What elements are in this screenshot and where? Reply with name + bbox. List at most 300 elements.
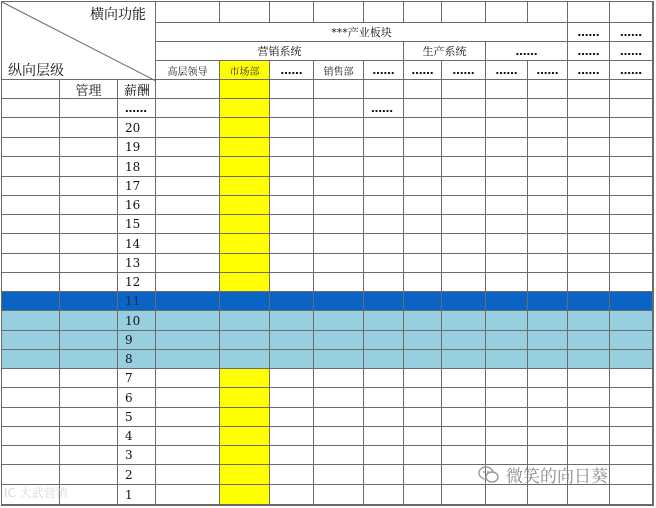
table-cell — [270, 138, 314, 157]
table-cell — [314, 2, 364, 23]
table-cell — [220, 465, 270, 485]
table-cell — [270, 427, 314, 446]
ellipsis-cell: …… — [364, 99, 404, 118]
table-cell — [270, 485, 314, 505]
table-cell — [610, 157, 653, 177]
table-cell — [610, 427, 653, 446]
table-cell — [60, 292, 118, 311]
table-cell — [314, 311, 364, 331]
table-cell — [486, 369, 528, 388]
table-cell — [270, 331, 314, 350]
table-cell — [2, 157, 60, 177]
table-cell — [60, 234, 118, 254]
table-cell — [610, 99, 653, 118]
table-cell — [60, 177, 118, 196]
table-cell — [528, 311, 568, 331]
table-cell — [364, 118, 404, 138]
table-cell — [568, 350, 610, 369]
table-cell — [220, 485, 270, 505]
table-cell — [156, 234, 220, 254]
header-ellipsis: …… — [486, 42, 568, 61]
table-cell — [528, 215, 568, 234]
table-cell — [314, 118, 364, 138]
table-cell — [568, 177, 610, 196]
table-cell — [364, 273, 404, 292]
table-cell — [568, 311, 610, 331]
table-cell — [568, 157, 610, 177]
table-cell — [364, 331, 404, 350]
table-cell — [404, 138, 442, 157]
table-cell — [442, 138, 486, 157]
table-cell — [364, 446, 404, 465]
table-cell — [486, 273, 528, 292]
table-cell — [270, 273, 314, 292]
header-ellipsis: …… — [610, 42, 653, 61]
table-cell — [270, 80, 314, 99]
table-cell — [364, 350, 404, 369]
salary-level-16: 16 — [118, 196, 156, 215]
table-cell — [270, 157, 314, 177]
table-cell — [220, 157, 270, 177]
table-cell — [314, 292, 364, 311]
table-cell — [486, 99, 528, 118]
table-cell — [610, 273, 653, 292]
table-cell — [156, 369, 220, 388]
table-cell — [60, 157, 118, 177]
table-cell — [364, 408, 404, 427]
table-cell — [60, 138, 118, 157]
horizontal-function-label: 横向功能 — [90, 7, 146, 23]
salary-level-1: 1 — [118, 485, 156, 505]
table-cell — [2, 196, 60, 215]
table-cell — [270, 196, 314, 215]
table-cell — [314, 157, 364, 177]
table-cell — [610, 118, 653, 138]
dept-ellipsis: …… — [442, 61, 486, 80]
salary-column-header: 薪酬 — [118, 80, 156, 99]
table-cell — [364, 234, 404, 254]
table-cell — [528, 196, 568, 215]
watermark-right-text: 微笑的向日葵 — [506, 467, 608, 487]
table-cell — [2, 99, 60, 118]
table-cell — [486, 427, 528, 446]
table-cell — [404, 369, 442, 388]
salary-level-17: 17 — [118, 177, 156, 196]
table-cell — [610, 177, 653, 196]
table-cell — [60, 427, 118, 446]
table-cell — [314, 369, 364, 388]
table-cell — [364, 157, 404, 177]
salary-level-9: 9 — [118, 331, 156, 350]
table-cell — [404, 350, 442, 369]
table-cell — [486, 311, 528, 331]
table-cell — [486, 254, 528, 273]
table-cell — [568, 2, 610, 23]
table-cell — [156, 99, 220, 118]
table-cell — [156, 465, 220, 485]
table-cell — [60, 388, 118, 408]
table-cell — [568, 408, 610, 427]
table-cell — [2, 369, 60, 388]
table-cell — [404, 427, 442, 446]
table-cell — [156, 196, 220, 215]
production-system-header: 生产系统 — [404, 42, 486, 61]
table-cell — [2, 138, 60, 157]
table-cell — [2, 80, 60, 99]
table-cell — [568, 215, 610, 234]
table-cell — [404, 99, 442, 118]
table-cell — [314, 331, 364, 350]
table-cell — [220, 138, 270, 157]
table-cell — [156, 292, 220, 311]
salary-level-20: 20 — [118, 118, 156, 138]
table-cell — [610, 369, 653, 388]
wechat-icon — [478, 465, 500, 485]
table-cell — [314, 99, 364, 118]
table-cell — [60, 118, 118, 138]
table-cell — [156, 350, 220, 369]
table-cell — [364, 388, 404, 408]
table-cell — [404, 2, 442, 23]
table-cell — [486, 331, 528, 350]
salary-level-11: 11 — [118, 292, 156, 311]
salary-level-13: 13 — [118, 254, 156, 273]
table-cell — [2, 350, 60, 369]
table-cell — [568, 331, 610, 350]
table-cell — [270, 465, 314, 485]
table-cell — [2, 446, 60, 465]
salary-level-4: 4 — [118, 427, 156, 446]
table-cell — [2, 408, 60, 427]
marketing-system-header: 营销系统 — [156, 42, 404, 61]
table-cell — [220, 118, 270, 138]
table-cell — [220, 80, 270, 99]
table-cell — [2, 427, 60, 446]
table-cell — [528, 254, 568, 273]
table-cell — [610, 2, 653, 23]
table-cell — [404, 157, 442, 177]
table-cell — [442, 273, 486, 292]
table-cell — [486, 292, 528, 311]
table-cell — [314, 177, 364, 196]
industry-block-header: ***产业板块 — [156, 23, 568, 42]
table-cell — [610, 234, 653, 254]
table-cell — [528, 331, 568, 350]
table-cell — [528, 388, 568, 408]
table-cell — [486, 138, 528, 157]
table-cell — [404, 408, 442, 427]
table-cell — [442, 177, 486, 196]
table-cell — [270, 446, 314, 465]
table-cell — [60, 485, 118, 505]
table-cell — [364, 196, 404, 215]
table-cell — [220, 388, 270, 408]
table-cell — [528, 2, 568, 23]
salary-level-8: 8 — [118, 350, 156, 369]
table-cell — [60, 215, 118, 234]
table-cell — [442, 350, 486, 369]
table-cell — [442, 427, 486, 446]
dept-sales: 销售部 — [314, 61, 364, 80]
table-cell — [528, 273, 568, 292]
table-cell — [442, 2, 486, 23]
table-cell — [528, 369, 568, 388]
table-cell — [610, 408, 653, 427]
salary-level-6: 6 — [118, 388, 156, 408]
salary-level-19: 19 — [118, 138, 156, 157]
watermark-left: IC 大武营销 — [4, 486, 68, 500]
header-ellipsis: …… — [568, 23, 610, 42]
table-cell — [220, 408, 270, 427]
vertical-level-label: 纵向层级 — [8, 63, 64, 79]
table-cell — [610, 485, 653, 505]
table-cell — [610, 215, 653, 234]
table-cell — [610, 254, 653, 273]
table-cell — [270, 388, 314, 408]
table-cell — [270, 311, 314, 331]
table-cell — [220, 427, 270, 446]
table-cell — [156, 427, 220, 446]
table-cell — [364, 177, 404, 196]
salary-level-7: 7 — [118, 369, 156, 388]
table-cell — [2, 234, 60, 254]
table-cell — [364, 427, 404, 446]
table-cell — [568, 292, 610, 311]
table-cell — [314, 215, 364, 234]
table-cell — [568, 273, 610, 292]
table-cell — [528, 427, 568, 446]
dept-ellipsis: …… — [270, 61, 314, 80]
table-cell — [60, 446, 118, 465]
table-cell — [610, 196, 653, 215]
table-cell — [2, 215, 60, 234]
table-cell — [2, 118, 60, 138]
table-cell — [60, 311, 118, 331]
header-ellipsis: …… — [610, 23, 653, 42]
table-cell — [568, 138, 610, 157]
table-cell — [156, 118, 220, 138]
table-cell — [610, 138, 653, 157]
table-cell — [610, 388, 653, 408]
table-cell — [486, 118, 528, 138]
table-cell — [156, 485, 220, 505]
table-cell — [404, 177, 442, 196]
table-cell — [404, 465, 442, 485]
table-cell — [156, 138, 220, 157]
table-cell — [314, 465, 364, 485]
table-cell — [220, 254, 270, 273]
header-ellipsis: …… — [568, 42, 610, 61]
table-cell — [314, 273, 364, 292]
table-cell — [486, 2, 528, 23]
table-cell — [442, 196, 486, 215]
table-cell — [568, 118, 610, 138]
table-cell — [314, 234, 364, 254]
table-cell — [314, 80, 364, 99]
table-cell — [568, 369, 610, 388]
table-cell — [270, 234, 314, 254]
table-cell — [156, 446, 220, 465]
table-cell — [314, 408, 364, 427]
table-cell — [486, 388, 528, 408]
table-cell — [528, 408, 568, 427]
table-cell — [60, 465, 118, 485]
table-cell — [2, 177, 60, 196]
dept-ellipsis: …… — [568, 61, 610, 80]
table-cell — [442, 99, 486, 118]
table-cell — [156, 254, 220, 273]
table-cell — [404, 311, 442, 331]
table-cell — [486, 80, 528, 99]
table-cell — [2, 465, 60, 485]
table-cell — [404, 331, 442, 350]
table-cell — [364, 215, 404, 234]
salary-level-12: 12 — [118, 273, 156, 292]
table-cell — [60, 196, 118, 215]
table-cell — [60, 273, 118, 292]
table-cell — [220, 196, 270, 215]
table-cell — [404, 292, 442, 311]
table-cell — [220, 369, 270, 388]
table-cell — [156, 157, 220, 177]
table-cell — [60, 350, 118, 369]
dept-senior-leadership: 高层领导 — [156, 61, 220, 80]
table-cell — [156, 273, 220, 292]
table-cell — [486, 408, 528, 427]
table-cell — [486, 215, 528, 234]
table-cell — [220, 292, 270, 311]
dept-ellipsis: …… — [486, 61, 528, 80]
table-cell — [442, 369, 486, 388]
table-cell — [442, 118, 486, 138]
table-cell — [528, 234, 568, 254]
salary-level-5: 5 — [118, 408, 156, 427]
management-column-header: 管理 — [60, 80, 118, 99]
dept-ellipsis: …… — [364, 61, 404, 80]
table-cell — [60, 408, 118, 427]
watermark-right — [478, 462, 608, 487]
table-cell — [270, 215, 314, 234]
table-cell — [156, 177, 220, 196]
table-cell — [442, 234, 486, 254]
table-cell — [220, 331, 270, 350]
table-cell — [486, 485, 528, 505]
table-cell — [404, 446, 442, 465]
table-cell — [528, 99, 568, 118]
salary-level-15: 15 — [118, 215, 156, 234]
table-cell — [270, 118, 314, 138]
table-cell — [404, 234, 442, 254]
table-cell — [442, 311, 486, 331]
table-cell — [442, 157, 486, 177]
table-cell — [270, 177, 314, 196]
table-cell — [314, 427, 364, 446]
table-cell — [220, 99, 270, 118]
table-cell — [220, 215, 270, 234]
table-cell — [314, 350, 364, 369]
table-cell — [610, 350, 653, 369]
table-cell — [404, 273, 442, 292]
table-cell — [2, 388, 60, 408]
table-cell — [486, 350, 528, 369]
table-cell — [568, 234, 610, 254]
table-cell — [270, 254, 314, 273]
table-cell — [156, 388, 220, 408]
salary-level-ellipsis: …… — [118, 99, 156, 118]
table-cell — [442, 388, 486, 408]
table-cell — [220, 2, 270, 23]
salary-level-14: 14 — [118, 234, 156, 254]
table-cell — [364, 2, 404, 23]
table-cell — [2, 273, 60, 292]
table-cell — [220, 234, 270, 254]
table-cell — [156, 408, 220, 427]
table-cell — [270, 292, 314, 311]
table-cell — [270, 408, 314, 427]
table-cell — [364, 311, 404, 331]
table-cell — [364, 485, 404, 505]
table-cell — [220, 350, 270, 369]
table-cell — [404, 485, 442, 505]
table-cell — [2, 292, 60, 311]
table-cell — [568, 99, 610, 118]
salary-level-3: 3 — [118, 446, 156, 465]
table-cell — [60, 369, 118, 388]
table-cell — [2, 254, 60, 273]
table-cell — [364, 138, 404, 157]
salary-level-18: 18 — [118, 157, 156, 177]
dept-ellipsis: …… — [404, 61, 442, 80]
table-cell — [156, 80, 220, 99]
table-cell — [60, 99, 118, 118]
table-cell — [528, 292, 568, 311]
table-cell — [364, 369, 404, 388]
table-cell — [156, 215, 220, 234]
salary-level-10: 10 — [118, 311, 156, 331]
table-cell — [528, 80, 568, 99]
dept-marketing: 市场部 — [220, 61, 270, 80]
table-cell — [220, 177, 270, 196]
table-cell — [442, 215, 486, 234]
table-cell — [404, 388, 442, 408]
table-cell — [404, 196, 442, 215]
dept-ellipsis: …… — [528, 61, 568, 80]
table-cell — [528, 118, 568, 138]
table-cell — [486, 234, 528, 254]
table-cell — [364, 465, 404, 485]
table-cell — [314, 485, 364, 505]
table-cell — [528, 177, 568, 196]
table-cell — [486, 177, 528, 196]
table-cell — [156, 2, 220, 23]
table-cell — [404, 80, 442, 99]
table-cell — [364, 254, 404, 273]
table-cell — [568, 196, 610, 215]
table-cell — [442, 485, 486, 505]
table-cell — [568, 427, 610, 446]
table-cell — [610, 446, 653, 465]
table-cell — [156, 311, 220, 331]
table-cell — [220, 273, 270, 292]
table-cell — [486, 157, 528, 177]
table-cell — [442, 254, 486, 273]
table-cell — [2, 331, 60, 350]
table-cell — [528, 485, 568, 505]
table-cell — [156, 331, 220, 350]
table-cell — [220, 311, 270, 331]
table-cell — [568, 80, 610, 99]
table-cell — [442, 80, 486, 99]
